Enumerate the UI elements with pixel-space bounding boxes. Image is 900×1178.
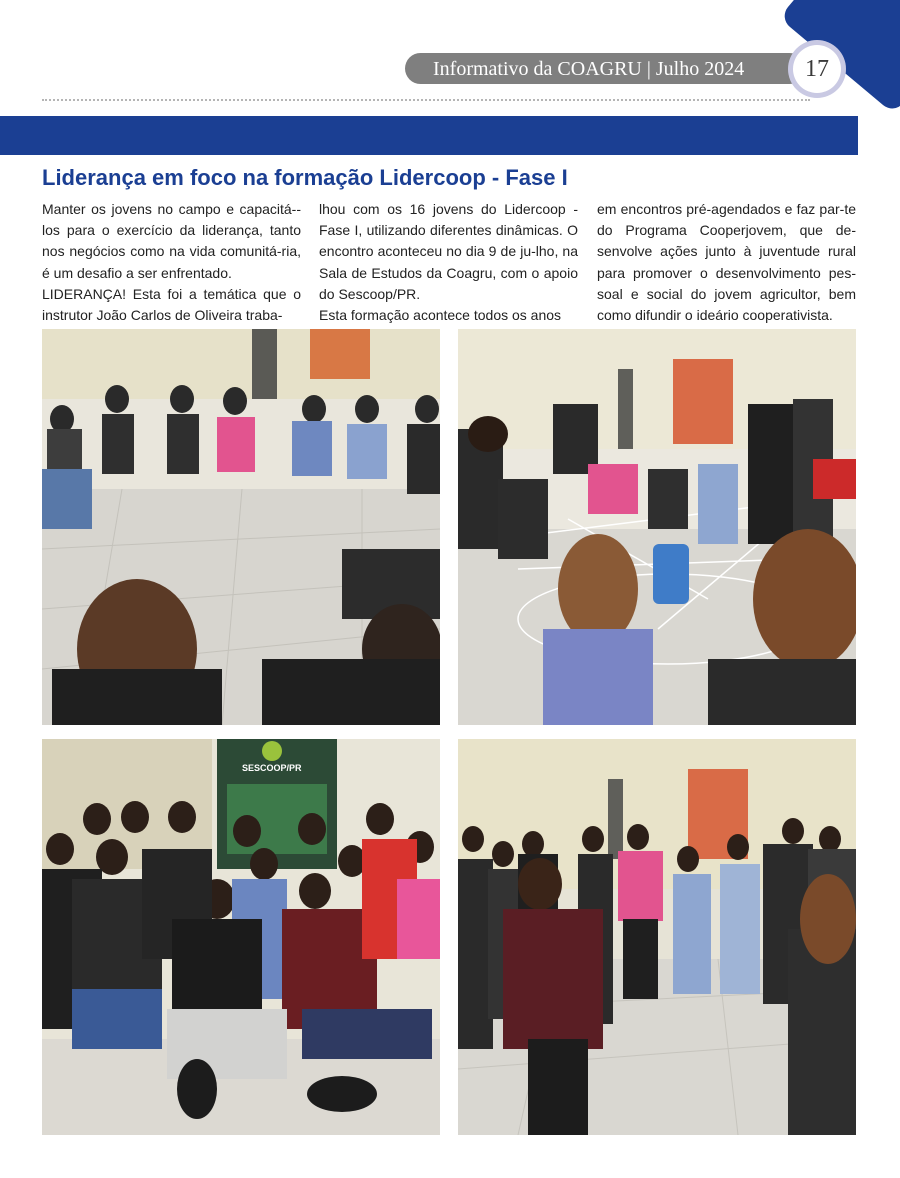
photo-group-pose (42, 739, 440, 1135)
paragraph: lhou com os 16 jovens do Lidercoop - Fase I, utilizando diferentes dinâmicas. O encontro aconteceu no dia 9 de ju-lho, na Sala de Estudos da Coagru, com o apoio do Sescoop/PR. (319, 201, 578, 302)
photo-instructor-standing-group (458, 739, 856, 1135)
photo-string-activity (458, 329, 856, 725)
sescoop-logo-icon (262, 741, 282, 761)
photo-group-seated-circle (42, 329, 440, 725)
paragraph: Esta formação acontece todos os anos (319, 307, 562, 324)
article-column-1 (42, 199, 301, 324)
paragraph: em encontros pré-agendados e faz par-te do Programa Cooperjovem, que de-senvolve ações junto à juventude rural para promover o desenvolvimento pes-soal e social do jovem agricultor, bem como difundir o ideário cooperativista. (597, 201, 856, 324)
paragraph: Manter os jovens no campo e capacitá--los para o exercício da liderança, tanto nos negócios como na vida comunitá-ria, é um desafio a ser enfrentado. (42, 201, 301, 281)
page-number: 17 (793, 45, 841, 93)
article-title: Liderança em foco na formação Lidercoop - Fase I (42, 165, 568, 190)
publication-title: Informativo da COAGRU | Julho 2024 (433, 58, 745, 80)
paragraph: LIDERANÇA! Esta foi a temática que o instrutor João Carlos de Oliveira traba- (42, 285, 301, 324)
header-divider (42, 99, 810, 101)
section-band (0, 116, 858, 155)
article-column-3 (597, 199, 856, 324)
article-column-2 (319, 199, 578, 324)
banner-label: SESCOOP/PR (242, 763, 302, 773)
